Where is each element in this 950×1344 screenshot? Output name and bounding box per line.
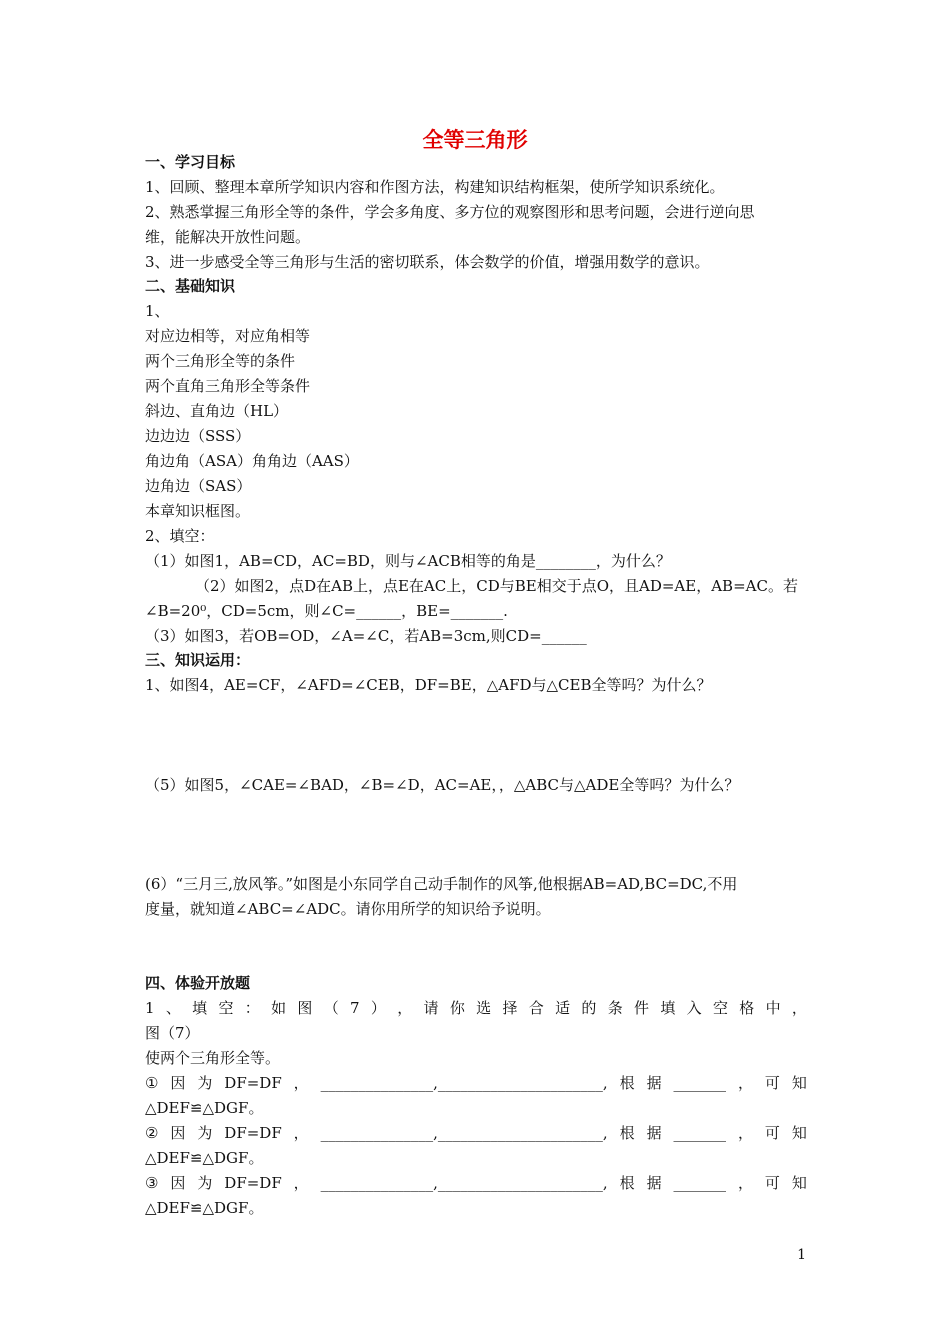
page-title: 全等三角形 — [422, 128, 528, 152]
basics-item: 2、填空： — [145, 527, 215, 545]
section-heading-goals: 一、学习目标 — [145, 153, 236, 171]
answer-row-1 — [145, 1073, 807, 1093]
application-problem-1: 1、如图4，AE=CF，∠AFD=∠CEB，DF=BE，△AFD与△CEB全等吗？为什么？ — [145, 676, 712, 694]
token: ， — [293, 1074, 309, 1092]
token: 入 — [686, 999, 702, 1017]
application-problem-6b: 度量，就知道∠ABC=∠ADC。请你用所学的知识给予说明。 — [145, 900, 551, 918]
reason-blank: _______ — [673, 1174, 727, 1192]
token: 知 — [791, 1124, 807, 1142]
token: ， — [293, 1174, 309, 1192]
token: 合 — [528, 999, 544, 1017]
goal-line-2a: 2、熟悉掌握三角形全等的条件，学会多角度、多方位的观察图形和思考问题，会进行逆向思 — [145, 203, 755, 221]
token: ， — [397, 999, 413, 1017]
fill-question-2b: ∠B=20⁰，CD=5cm，则∠C=______，BE=_______. — [145, 602, 508, 620]
answer-conclusion-3: △DEF≌△DGF。 — [145, 1199, 264, 1217]
basics-item: 本章知识框图。 — [145, 502, 251, 520]
token: 如 — [271, 999, 287, 1017]
token: 根 — [619, 1174, 635, 1192]
token: 据 — [646, 1174, 662, 1192]
token: ③ — [145, 1174, 159, 1192]
token: ② — [145, 1124, 159, 1142]
answer-row-2 — [145, 1123, 807, 1143]
basics-item: 对应边相等，对应角相等 — [145, 327, 311, 345]
fill-question-2a: （2）如图2，点D在AB上，点E在AC上，CD与BE相交于点O，且AD=AE，AB=AC。若 — [195, 577, 798, 595]
basics-item: 两个三角形全等的条件 — [145, 352, 296, 370]
application-problem-6a: (6）“三月三,放风筝。”如图是小东同学自己动手制作的风筝,他根据AB=AD,BC=DC,不用 — [145, 875, 738, 893]
token: ， — [293, 1124, 309, 1142]
token: 可 — [764, 1124, 780, 1142]
token: 可 — [764, 1174, 780, 1192]
token: 中 — [765, 999, 781, 1017]
token: 据 — [646, 1074, 662, 1092]
token: 填 — [192, 999, 208, 1017]
token: 、 — [165, 999, 181, 1017]
token: 你 — [449, 999, 465, 1017]
token: ： — [244, 999, 260, 1017]
token: ， — [737, 1174, 753, 1192]
section-heading-application: 三、知识运用： — [145, 651, 251, 669]
answer-conclusion-1: △DEF≌△DGF。 — [145, 1099, 264, 1117]
token: 根 — [619, 1124, 635, 1142]
token: 因 — [170, 1074, 186, 1092]
token: 可 — [764, 1074, 780, 1092]
answer-blanks: _______________,______________________, — [320, 1074, 608, 1092]
token: 空 — [712, 999, 728, 1017]
token: ① — [145, 1074, 159, 1092]
token: ， — [791, 999, 807, 1017]
goal-line-1: 1、回顾、整理本章所学知识内容和作图方法，构建知识结构框架，使所学知识系统化。 — [145, 178, 725, 196]
fill-question-3: （3）如图3，若OB=OD，∠A=∠C，若AB=3cm,则CD=______ — [145, 627, 587, 645]
token: 的 — [581, 999, 597, 1017]
token: 因 — [170, 1124, 186, 1142]
reason-blank: _______ — [673, 1124, 727, 1142]
basics-item: 两个直角三角形全等条件 — [145, 377, 311, 395]
token: （ — [323, 999, 339, 1017]
basics-item: 斜边、直角边（HL） — [145, 402, 289, 420]
answer-blanks: _______________,______________________, — [320, 1174, 608, 1192]
token: 据 — [646, 1124, 662, 1142]
answer-conclusion-2: △DEF≌△DGF。 — [145, 1149, 264, 1167]
reason-blank: _______ — [673, 1074, 727, 1092]
token: 空 — [218, 999, 234, 1017]
token: 知 — [791, 1074, 807, 1092]
token: 选 — [476, 999, 492, 1017]
token: 为 — [197, 1174, 213, 1192]
page-number: 1 — [797, 1247, 806, 1263]
token: 根 — [619, 1074, 635, 1092]
token: ， — [737, 1124, 753, 1142]
goal-line-2b: 维，能解决开放性问题。 — [145, 228, 311, 246]
token: 件 — [634, 999, 650, 1017]
section-heading-basics: 二、基础知识 — [145, 277, 236, 295]
token: 1 — [145, 999, 155, 1017]
token: 请 — [423, 999, 439, 1017]
token: ， — [737, 1074, 753, 1092]
token: 格 — [739, 999, 755, 1017]
section-heading-open: 四、体验开放题 — [145, 974, 251, 992]
answer-blanks: _______________,______________________, — [320, 1124, 608, 1142]
goal-line-3: 3、进一步感受全等三角形与生活的密切联系，体会数学的价值，增强用数学的意识。 — [145, 253, 710, 271]
fill-question-1: （1）如图1，AB=CD，AC=BD，则与∠ACB相等的角是________，为什么？ — [145, 552, 671, 570]
basics-item: 角边角（ASA）角角边（AAS） — [145, 452, 359, 470]
figure-label: 图（7） — [145, 1024, 200, 1042]
token: 择 — [502, 999, 518, 1017]
open-instruction: 使两个三角形全等。 — [145, 1049, 281, 1067]
token: 为 — [197, 1124, 213, 1142]
token: 知 — [791, 1174, 807, 1192]
basics-item: 边边边（SSS） — [145, 427, 251, 445]
open-question-1 — [145, 998, 807, 1018]
token: DF=DF — [224, 1124, 282, 1142]
token: 图 — [297, 999, 313, 1017]
basics-item: 1、 — [145, 302, 170, 320]
basics-item: 边角边（SAS） — [145, 477, 252, 495]
token: 7 — [350, 999, 360, 1017]
token: DF=DF — [224, 1074, 282, 1092]
token: ） — [370, 999, 386, 1017]
token: 条 — [607, 999, 623, 1017]
token: 适 — [555, 999, 571, 1017]
token: DF=DF — [224, 1174, 282, 1192]
token: 因 — [170, 1174, 186, 1192]
token: 为 — [197, 1074, 213, 1092]
token: 填 — [660, 999, 676, 1017]
application-problem-5: （5）如图5，∠CAE=∠BAD，∠B=∠D，AC=AE，，△ABC与△ADE全等吗？为什么？ — [145, 776, 740, 794]
answer-row-3 — [145, 1173, 807, 1193]
